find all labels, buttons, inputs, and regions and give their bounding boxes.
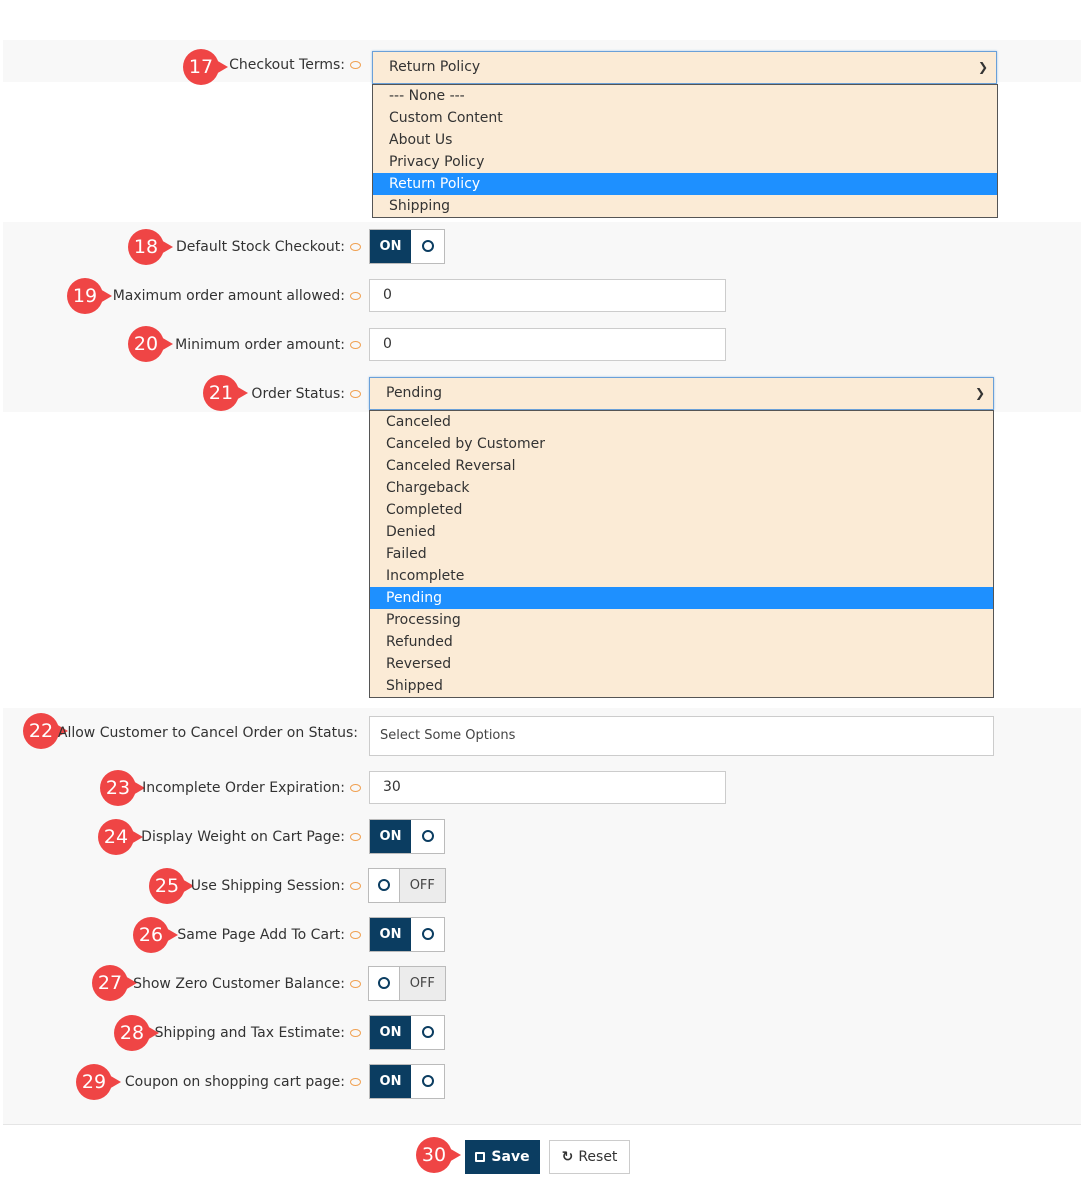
min-order-amount-label: Minimum order amount: xyxy=(175,335,361,355)
step-badge: 18 xyxy=(128,229,164,265)
dropdown-option[interactable]: Denied xyxy=(386,524,436,540)
comment-icon[interactable] xyxy=(350,931,361,939)
comment-icon[interactable] xyxy=(350,980,361,988)
toggle-on-label: ON xyxy=(370,230,411,263)
step-badge: 30 xyxy=(416,1137,452,1173)
step-badge: 26 xyxy=(133,917,169,953)
dropdown-option[interactable]: Privacy Policy xyxy=(389,154,485,170)
toggle-knob-icon xyxy=(369,967,399,1000)
dropdown-option[interactable]: Chargeback xyxy=(386,480,470,496)
toggle-knob-icon xyxy=(411,1065,444,1098)
dropdown-option[interactable]: Shipped xyxy=(386,678,443,694)
display-weight-label: Display Weight on Cart Page: xyxy=(141,827,361,847)
dropdown-option[interactable]: Completed xyxy=(386,502,463,518)
comment-icon[interactable] xyxy=(350,292,361,300)
chevron-down-icon: ❯ xyxy=(977,60,988,74)
shipping-tax-estimate-label: Shipping and Tax Estimate: xyxy=(155,1023,361,1043)
order-status-label: Order Status: xyxy=(251,384,361,404)
toggle-knob-icon xyxy=(369,869,399,902)
toggle-off-label: OFF xyxy=(399,869,445,902)
dropdown-option[interactable]: Incomplete xyxy=(386,568,465,584)
dropdown-option[interactable]: Processing xyxy=(386,612,461,628)
dropdown-option[interactable]: About Us xyxy=(389,132,453,148)
step-badge: 29 xyxy=(76,1064,112,1100)
incomplete-expiration-label: Incomplete Order Expiration: xyxy=(142,778,361,798)
comment-icon[interactable] xyxy=(350,1078,361,1086)
comment-icon[interactable] xyxy=(350,341,361,349)
max-order-amount-label: Maximum order amount allowed: xyxy=(113,286,361,306)
dropdown-option[interactable]: Canceled xyxy=(386,414,451,430)
step-badge: 19 xyxy=(67,278,103,314)
coupon-cart-page-toggle[interactable] xyxy=(369,1064,445,1099)
allow-cancel-label: Allow Customer to Cancel Order on Status: xyxy=(57,725,358,741)
same-page-add-label: Same Page Add To Cart: xyxy=(177,925,361,945)
allow-cancel-multiselect[interactable]: Select Some Options xyxy=(369,716,994,756)
display-weight-toggle[interactable] xyxy=(369,819,445,854)
step-badge: 23 xyxy=(100,770,136,806)
comment-icon[interactable] xyxy=(350,1029,361,1037)
comment-icon[interactable] xyxy=(350,833,361,841)
reset-button[interactable]: ↻ Reset xyxy=(549,1140,630,1174)
dropdown-option[interactable]: Custom Content xyxy=(389,110,503,126)
incomplete-expiration-input[interactable]: 30 xyxy=(369,771,726,804)
comment-icon[interactable] xyxy=(350,390,361,398)
order-status-select[interactable]: Pending ❯ xyxy=(369,377,994,410)
order-status-dropdown[interactable] xyxy=(369,410,994,698)
comment-icon[interactable] xyxy=(350,61,361,69)
toggle-knob-icon xyxy=(411,918,444,951)
default-stock-checkout-label: Default Stock Checkout: xyxy=(176,237,361,257)
form-divider xyxy=(3,1124,1081,1125)
toggle-on-label: ON xyxy=(370,1065,411,1098)
dropdown-option[interactable]: Canceled Reversal xyxy=(386,458,516,474)
shipping-tax-estimate-toggle[interactable] xyxy=(369,1015,445,1050)
toggle-on-label: ON xyxy=(370,918,411,951)
step-badge: 25 xyxy=(149,868,185,904)
toggle-knob-icon xyxy=(411,1016,444,1049)
dropdown-option[interactable]: Canceled by Customer xyxy=(386,436,546,452)
min-order-amount-input[interactable]: 0 xyxy=(369,328,726,361)
step-badge: 20 xyxy=(128,326,164,362)
dropdown-option[interactable]: Refunded xyxy=(386,634,453,650)
checkout-terms-dropdown[interactable] xyxy=(372,84,998,218)
step-badge: 21 xyxy=(203,375,239,411)
coupon-cart-page-label: Coupon on shopping cart page: xyxy=(125,1072,361,1092)
toggle-knob-icon xyxy=(411,820,444,853)
use-shipping-session-toggle[interactable] xyxy=(368,868,446,903)
show-zero-balance-label: Show Zero Customer Balance: xyxy=(133,974,361,994)
show-zero-balance-toggle[interactable] xyxy=(368,966,446,1001)
step-badge: 28 xyxy=(114,1015,150,1051)
default-stock-checkout-toggle[interactable] xyxy=(369,229,445,264)
step-badge: 22 xyxy=(23,713,59,749)
toggle-knob-icon xyxy=(411,230,444,263)
save-button[interactable]: Save xyxy=(465,1140,540,1174)
dropdown-option[interactable]: --- None --- xyxy=(389,88,465,104)
step-badge: 24 xyxy=(98,819,134,855)
floppy-disk-icon xyxy=(475,1152,485,1162)
dropdown-option[interactable]: Pending xyxy=(370,587,993,609)
dropdown-option[interactable]: Reversed xyxy=(386,656,452,672)
toggle-on-label: ON xyxy=(370,1016,411,1049)
step-badge: 27 xyxy=(92,965,128,1001)
max-order-amount-input[interactable]: 0 xyxy=(369,279,726,312)
comment-icon[interactable] xyxy=(350,784,361,792)
dropdown-option[interactable]: Return Policy xyxy=(373,173,997,195)
dropdown-option[interactable]: Shipping xyxy=(389,198,451,214)
same-page-add-toggle[interactable] xyxy=(369,917,445,952)
toggle-on-label: ON xyxy=(370,820,411,853)
toggle-off-label: OFF xyxy=(399,967,445,1000)
refresh-icon: ↻ xyxy=(561,1149,574,1165)
dropdown-option[interactable]: Failed xyxy=(386,546,427,562)
step-badge: 17 xyxy=(183,49,219,85)
use-shipping-session-label: Use Shipping Session: xyxy=(191,876,361,896)
comment-icon[interactable] xyxy=(350,243,361,251)
comment-icon[interactable] xyxy=(350,882,361,890)
chevron-down-icon: ❯ xyxy=(974,386,985,400)
checkout-terms-label: Checkout Terms: xyxy=(229,55,361,75)
checkout-terms-select[interactable]: Return Policy ❯ xyxy=(372,51,997,84)
